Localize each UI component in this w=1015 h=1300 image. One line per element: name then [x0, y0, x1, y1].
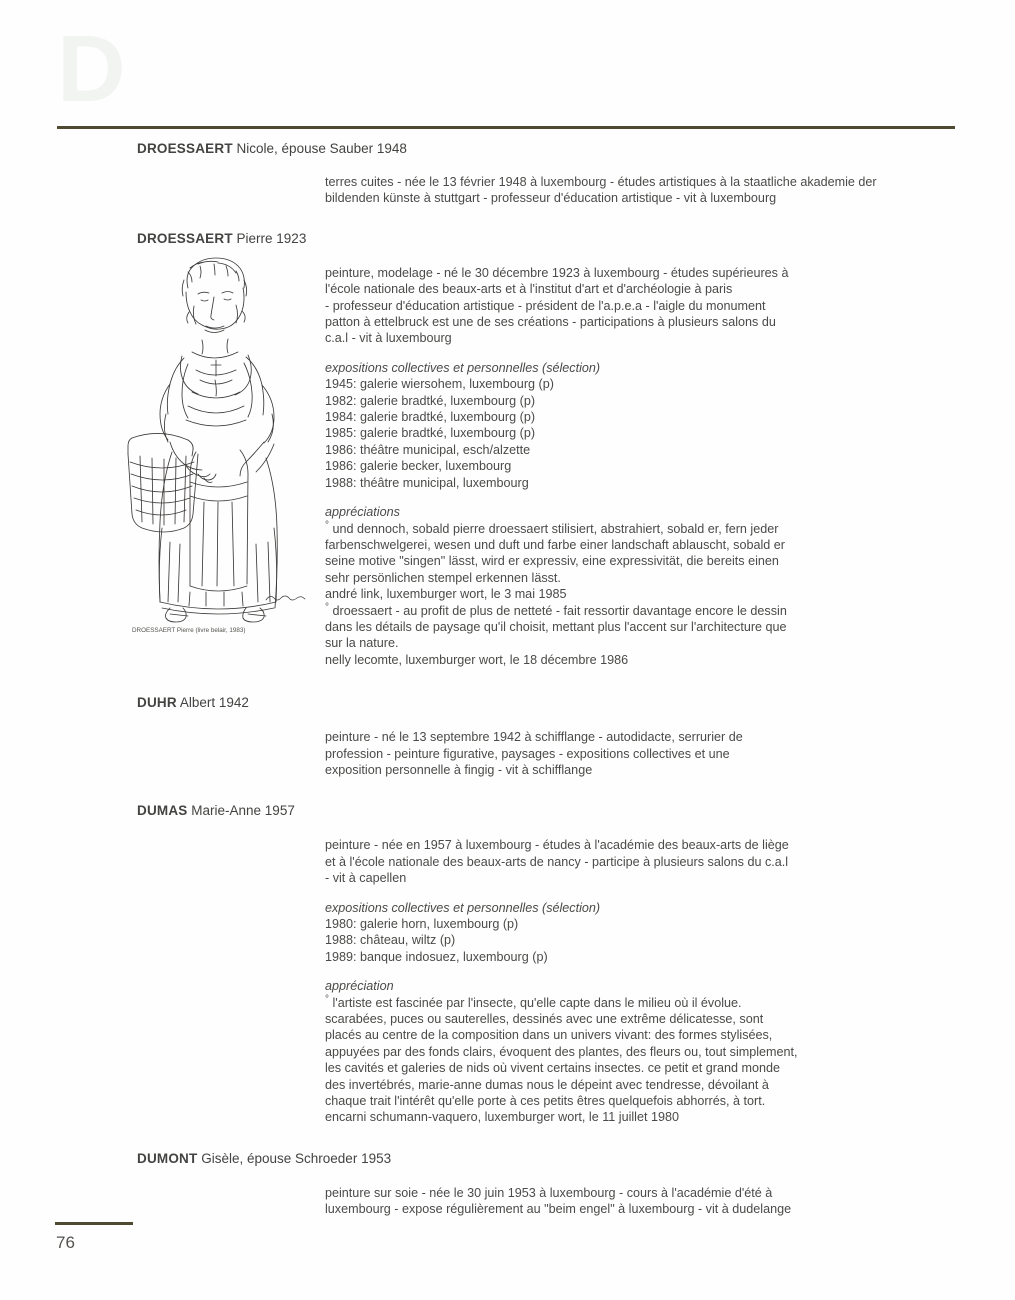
biography-line: peinture sur soie - née le 30 juin 1953 à luxembourg - cours à l'académie d'été à — [325, 1185, 773, 1200]
entry-droessaert-nicole — [0, 140, 1015, 207]
entry-surname: DUMAS — [137, 803, 188, 819]
biography-text: terres cuites - née le 13 février 1948 à luxembourg - études artistiques à la staatliche akademie der bildenden künste à stuttgart - professeur d'éducation artistique - vit à luxembourg — [325, 175, 877, 206]
entry-duhr-albert — [0, 694, 1015, 778]
appreciation-source: encarni schumann-vaquero, luxemburger wort, le 11 juillet 1980 — [325, 1110, 679, 1125]
expositions-heading: expositions collectives et personnelles (sélection) — [325, 360, 601, 375]
exposition-item: 1945: galerie wiersohem, luxembourg (p) — [325, 377, 554, 392]
figure-caption: DROESSAERT Pierre (livre belair, 1983) — [132, 626, 246, 634]
quote-marker: ° — [325, 601, 329, 613]
entry-biography — [325, 837, 915, 1126]
entry-biography — [325, 174, 915, 207]
biography-line: luxembourg - expose régulièrement au "beim engel" à luxembourg - vit à dudelange — [325, 1202, 792, 1217]
entry-dumas-marie-anne — [0, 802, 1015, 1126]
footer-rule — [55, 1222, 133, 1225]
appreciation-source: nelly lecomte, luxemburger wort, le 18 décembre 1986 — [325, 652, 629, 667]
entry-given-name: Marie-Anne 1957 — [191, 803, 295, 819]
biography-line: - vit à capellen — [325, 871, 407, 886]
page-content — [0, 140, 1015, 1218]
entry-given-name: Nicole, épouse Sauber 1948 — [236, 141, 407, 156]
appreciation-text: l'artiste est fascinée par l'insecte, qu'elle capte dans le milieu où il évolue. — [332, 995, 742, 1010]
entry-dumont-gisele — [0, 1150, 1015, 1218]
figure-droessaert-pierre — [126, 252, 316, 635]
appreciation-block — [325, 521, 915, 603]
entry-given-name: Pierre 1923 — [236, 230, 307, 246]
entry-heading — [137, 140, 1015, 157]
biography-line: peinture, modelage - né le 30 décembre 1923 à luxembourg - études supérieures à — [325, 265, 789, 280]
entry-given-name: Gisèle, épouse Schroeder 1953 — [201, 1150, 392, 1166]
appreciation-line: sehr persönlichen stempel erkennen lässt. — [325, 570, 561, 585]
appreciation-line: placés au centre de la composition dans un univers vivant: des formes stylisées, — [325, 1028, 773, 1043]
appreciation-line — [325, 603, 915, 619]
appreciation-line: appuyées par des fonds clairs, évoquent des plantes, des fleurs ou, tout simplement, — [325, 1044, 798, 1059]
entry-surname: DUMONT — [137, 1150, 198, 1166]
biography-line: peinture - née en 1957 à luxembourg - études à l'académie des beaux-arts de liège — [325, 838, 789, 853]
quote-marker: ° — [325, 519, 329, 531]
appreciation-text: und dennoch, sobald pierre droessaert stilisiert, abstrahiert, sobald er, fern jeder — [332, 521, 779, 536]
entry-surname: DROESSAERT — [137, 141, 233, 156]
appreciation-line: chaque trait l'intérêt qu'elle porte à ces petits êtres quelquefois abhorrés, à tort. — [325, 1094, 766, 1109]
appreciation-line: seine motive "singen" lässt, wird er expressiv, eine expressivität, die bereits einen — [325, 554, 779, 569]
biography-line: - professeur d'éducation artistique - président de l'a.p.e.a - l'aigle du monument — [325, 298, 766, 313]
expositions-heading: expositions collectives et personnelles (sélection) — [325, 900, 601, 915]
appreciation-line — [325, 995, 915, 1011]
entry-droessaert-pierre — [0, 230, 1015, 668]
section-letter-watermark: D — [57, 16, 124, 122]
exposition-item: 1986: théâtre municipal, esch/alzette — [325, 442, 531, 457]
exposition-item: 1985: galerie bradtké, luxembourg (p) — [325, 426, 536, 441]
entry-biography — [325, 1185, 915, 1218]
biography-line: patton à ettelbruck est une de ses créations - participations à plusieurs salons du — [325, 315, 776, 330]
entry-heading — [137, 694, 1015, 711]
appreciation-line: dans les détails de paysage qu'il choisit, mettant plus l'accent sur l'architecture que — [325, 619, 787, 634]
entry-surname: DROESSAERT — [137, 230, 233, 246]
biography-line: profession - peinture figurative, paysages - expositions collectives et une — [325, 746, 730, 761]
exposition-item: 1986: galerie becker, luxembourg — [325, 459, 512, 474]
entry-surname: DUHR — [137, 695, 177, 711]
appreciation-line: les cavités et galeries de nids où vivent certains insectes. ce petit et grand monde — [325, 1061, 781, 1076]
appreciation-line: sur la nature. — [325, 636, 399, 651]
appreciation-heading: appréciation — [325, 979, 394, 994]
appreciations-heading: appréciations — [325, 505, 400, 520]
biography-line: c.a.l - vit à luxembourg — [325, 331, 452, 346]
appreciation-block — [325, 603, 915, 669]
entry-heading — [137, 1150, 1015, 1167]
appreciation-line — [325, 521, 915, 537]
entry-heading — [137, 802, 1015, 819]
appreciation-source: andré link, luxemburger wort, le 3 mai 1985 — [325, 587, 567, 602]
biography-line: et à l'école nationale des beaux-arts de nancy - participe à plusieurs salons du c.a.l — [325, 854, 789, 869]
appreciation-line: farbenschwelgerei, wesen und duft und farbe einer landschaft ablauscht, sobald er — [325, 537, 785, 552]
exposition-item: 1980: galerie horn, luxembourg (p) — [325, 917, 519, 931]
biography-line: l'école nationale des beaux-arts et à l'institut d'art et d'archéologie à paris — [325, 282, 733, 297]
entry-given-name: Albert 1942 — [179, 695, 249, 711]
page-number: 76 — [56, 1233, 75, 1252]
appreciation-line: scarabées, puces ou sauterelles, dessinés avec une extrême délicatesse, sont — [325, 1012, 764, 1027]
exposition-item: 1988: théâtre municipal, luxembourg — [325, 475, 529, 490]
exposition-item: 1984: galerie bradtké, luxembourg (p) — [325, 410, 536, 425]
illustration-woman-with-basket — [126, 252, 311, 624]
appreciation-block — [325, 995, 915, 1126]
exposition-item: 1989: banque indosuez, luxembourg (p) — [325, 949, 548, 964]
biography-line: exposition personnelle à fingig - vit à schifflange — [325, 762, 593, 777]
entry-heading — [137, 230, 1015, 247]
appreciation-line: des invertébrés, marie-anne dumas nous le dépeint avec tendresse, dévoilant à — [325, 1077, 769, 1092]
appreciation-text: droessaert - au profit de plus de netteté - fait ressortir davantage encore le dessin — [332, 603, 787, 618]
header-rule — [57, 126, 955, 129]
entry-biography — [325, 265, 915, 668]
exposition-item: 1982: galerie bradtké, luxembourg (p) — [325, 393, 536, 408]
exposition-item: 1988: château, wiltz (p) — [325, 933, 456, 948]
biography-line: peinture - né le 13 septembre 1942 à schifflange - autodidacte, serrurier de — [325, 730, 743, 745]
quote-marker: ° — [325, 993, 329, 1005]
entry-biography — [325, 729, 915, 778]
